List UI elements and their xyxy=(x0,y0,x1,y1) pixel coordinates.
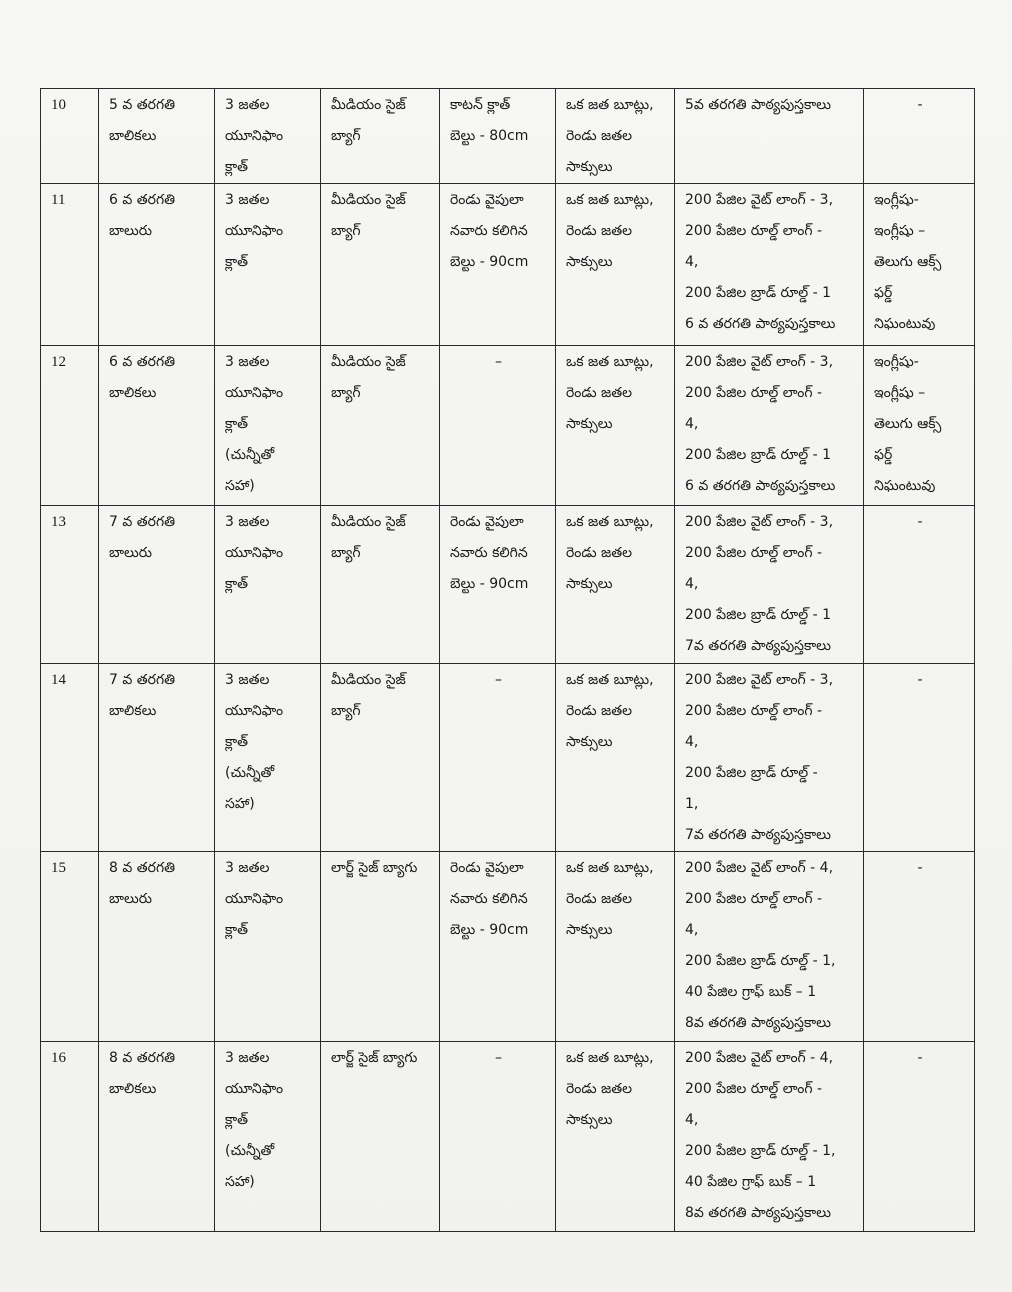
table-row xyxy=(41,852,975,1042)
notebooks-textbooks-line: 4, xyxy=(685,416,699,432)
shoes-socks-line: ఒక జత బూట్లు, xyxy=(566,514,654,530)
belt-line: నవారు కలిగిన xyxy=(450,223,528,239)
class-line: బాలికలు xyxy=(109,128,157,144)
bag-cell xyxy=(321,852,440,1042)
dictionary-line: నిఘంటువు xyxy=(874,478,936,494)
shoes-socks-line: సాక్సులు xyxy=(566,159,613,175)
class-line: బాలికలు xyxy=(109,1081,157,1097)
uniform-line: యూనిఫాం xyxy=(225,128,284,144)
notebooks-textbooks-cell xyxy=(675,664,864,852)
uniform-line: క్లాత్ xyxy=(225,922,249,938)
shoes-socks-line: రెండు జతల xyxy=(566,891,633,907)
belt-line: బెల్టు - 90cm xyxy=(450,254,529,270)
notebooks-textbooks-line: 200 పేజిల రూల్డ్ లాంగ్ - xyxy=(685,891,823,907)
belt-line: నవారు కలిగిన xyxy=(450,545,528,561)
serial-number-cell: 10 xyxy=(41,89,99,184)
bag-cell xyxy=(321,346,440,506)
class-line: 8 వ తరగతి xyxy=(109,1050,176,1066)
dictionary-line: ఫర్డ్ xyxy=(874,447,893,463)
table-body xyxy=(41,89,975,1232)
dictionary-line: ఇంగ్లీషు – xyxy=(874,385,926,401)
notebooks-textbooks-line: 200 పేజిల వైట్ లాంగ్ - 4, xyxy=(685,860,834,876)
notebooks-textbooks-line: 4, xyxy=(685,1112,699,1128)
uniform-line: క్లాత్ xyxy=(225,576,249,592)
notebooks-textbooks-line: 4, xyxy=(685,922,699,938)
notebooks-textbooks-line: 200 పేజిల బ్రాడ్ రూల్డ్ - 1 xyxy=(685,447,831,463)
dictionary-line: - xyxy=(917,97,923,113)
bag-cell xyxy=(321,1042,440,1232)
bag-line: బ్యాగ్ xyxy=(331,703,361,719)
shoes-socks-line: ఒక జత బూట్లు, xyxy=(566,672,654,688)
notebooks-textbooks-line: 200 పేజిల వైట్ లాంగ్ - 3, xyxy=(685,514,834,530)
uniform-line: 3 జతల xyxy=(225,354,270,370)
notebooks-textbooks-line: 200 పేజిల రూల్డ్ లాంగ్ - xyxy=(685,385,823,401)
notebooks-textbooks-cell xyxy=(675,89,864,184)
notebooks-textbooks-line: 200 పేజిల రూల్డ్ లాంగ్ - xyxy=(685,223,823,239)
notebooks-textbooks-line: 5వ తరగతి పాఠ్యపుస్తకాలు xyxy=(685,97,831,113)
uniform-cell xyxy=(215,664,321,852)
serial-number-cell: 14 xyxy=(41,664,99,852)
notebooks-textbooks-line: 200 పేజిల రూల్డ్ లాంగ్ - xyxy=(685,703,823,719)
shoes-socks-line: సాక్సులు xyxy=(566,416,613,432)
notebooks-textbooks-line: 200 పేజిల బ్రాడ్ రూల్డ్ - xyxy=(685,765,818,781)
table-row xyxy=(41,346,975,506)
uniform-line: యూనిఫాం xyxy=(225,545,284,561)
belt-line: – xyxy=(495,354,502,370)
shoes-socks-cell xyxy=(556,184,675,346)
uniform-cell xyxy=(215,1042,321,1232)
dictionary-line: - xyxy=(917,860,923,876)
uniform-line: 3 జతల xyxy=(225,1050,270,1066)
class-cell xyxy=(99,89,215,184)
notebooks-textbooks-line: 200 పేజిల రూల్డ్ లాంగ్ - xyxy=(685,545,823,561)
shoes-socks-cell xyxy=(556,852,675,1042)
notebooks-textbooks-line: 8వ తరగతి పాఠ్యపుస్తకాలు xyxy=(685,1205,831,1221)
serial-number-cell: 13 xyxy=(41,506,99,664)
dictionary-line: ఇంగ్లీషు- xyxy=(874,354,919,370)
bag-cell xyxy=(321,89,440,184)
class-line: 7 వ తరగతి xyxy=(109,672,176,688)
dictionary-cell xyxy=(864,1042,975,1232)
dictionary-line: ఇంగ్లీషు – xyxy=(874,223,926,239)
notebooks-textbooks-line: 200 పేజిల రూల్డ్ లాంగ్ - xyxy=(685,1081,823,1097)
table-row xyxy=(41,664,975,852)
class-line: బాలురు xyxy=(109,891,152,907)
uniform-line: సహా) xyxy=(225,796,255,812)
class-cell xyxy=(99,346,215,506)
shoes-socks-line: సాక్సులు xyxy=(566,576,613,592)
shoes-socks-line: సాక్సులు xyxy=(566,1112,613,1128)
notebooks-textbooks-line: 7వ తరగతి పాఠ్యపుస్తకాలు xyxy=(685,638,831,654)
class-line: బాలురు xyxy=(109,545,152,561)
dictionary-cell xyxy=(864,852,975,1042)
bag-line: బ్యాగ్ xyxy=(331,385,361,401)
bag-line: లార్జ్ సైజ్ బ్యాగు xyxy=(331,1050,418,1066)
uniform-line: 3 జతల xyxy=(225,672,270,688)
belt-cell xyxy=(440,346,556,506)
dictionary-cell xyxy=(864,184,975,346)
dictionary-line: - xyxy=(917,672,923,688)
class-line: 5 వ తరగతి xyxy=(109,97,176,113)
serial-number-cell: 15 xyxy=(41,852,99,1042)
uniform-line: యూనిఫాం xyxy=(225,703,284,719)
uniform-line: (చున్నీతో xyxy=(225,1143,275,1159)
belt-line: – xyxy=(495,672,502,688)
dictionary-line: ఇంగ్లీషు- xyxy=(874,192,919,208)
dictionary-line: నిఘంటువు xyxy=(874,316,936,332)
shoes-socks-line: రెండు జతల xyxy=(566,385,633,401)
belt-line: కాటన్ క్లాత్ xyxy=(450,97,511,113)
shoes-socks-cell xyxy=(556,346,675,506)
belt-cell xyxy=(440,1042,556,1232)
uniform-line: యూనిఫాం xyxy=(225,891,284,907)
shoes-socks-line: రెండు జతల xyxy=(566,128,633,144)
bag-line: మీడియం సైజ్ xyxy=(331,354,406,370)
serial-number-cell: 12 xyxy=(41,346,99,506)
uniform-line: సహా) xyxy=(225,1174,255,1190)
class-cell xyxy=(99,506,215,664)
bag-line: మీడియం సైజ్ xyxy=(331,97,406,113)
shoes-socks-line: సాక్సులు xyxy=(566,734,613,750)
class-line: 6 వ తరగతి xyxy=(109,354,176,370)
belt-cell xyxy=(440,852,556,1042)
notebooks-textbooks-cell xyxy=(675,1042,864,1232)
notebooks-textbooks-line: 6 వ తరగతి పాఠ్యపుస్తకాలు xyxy=(685,478,836,494)
shoes-socks-line: రెండు జతల xyxy=(566,1081,633,1097)
notebooks-textbooks-line: 200 పేజిల వైట్ లాంగ్ - 3, xyxy=(685,672,834,688)
notebooks-textbooks-line: 7వ తరగతి పాఠ్యపుస్తకాలు xyxy=(685,827,831,843)
class-line: బాలికలు xyxy=(109,703,157,719)
belt-cell xyxy=(440,506,556,664)
uniform-line: క్లాత్ xyxy=(225,254,249,270)
notebooks-textbooks-cell xyxy=(675,346,864,506)
uniform-line: క్లాత్ xyxy=(225,1112,249,1128)
notebooks-textbooks-line: 200 పేజిల బ్రాడ్ రూల్డ్ - 1, xyxy=(685,1143,836,1159)
notebooks-textbooks-line: 200 పేజిల బ్రాడ్ రూల్డ్ - 1, xyxy=(685,953,836,969)
belt-line: రెండు వైపులా xyxy=(450,192,524,208)
class-line: బాలికలు xyxy=(109,385,157,401)
class-line: 8 వ తరగతి xyxy=(109,860,176,876)
dictionary-line: - xyxy=(917,514,923,530)
class-cell xyxy=(99,1042,215,1232)
uniform-line: 3 జతల xyxy=(225,192,270,208)
shoes-socks-line: ఒక జత బూట్లు, xyxy=(566,97,654,113)
shoes-socks-cell xyxy=(556,89,675,184)
shoes-socks-line: రెండు జతల xyxy=(566,223,633,239)
uniform-line: క్లాత్ xyxy=(225,734,249,750)
table-row xyxy=(41,506,975,664)
table-row xyxy=(41,1042,975,1232)
notebooks-textbooks-line: 200 పేజిల వైట్ లాంగ్ - 4, xyxy=(685,1050,834,1066)
uniform-line: 3 జతల xyxy=(225,860,270,876)
notebooks-textbooks-cell xyxy=(675,506,864,664)
belt-cell xyxy=(440,89,556,184)
bag-line: బ్యాగ్ xyxy=(331,545,361,561)
uniform-line: యూనిఫాం xyxy=(225,385,284,401)
notebooks-textbooks-line: 6 వ తరగతి పాఠ్యపుస్తకాలు xyxy=(685,316,836,332)
belt-line: – xyxy=(495,1050,502,1066)
table-row xyxy=(41,184,975,346)
shoes-socks-line: రెండు జతల xyxy=(566,545,633,561)
uniform-cell xyxy=(215,852,321,1042)
notebooks-textbooks-line: 4, xyxy=(685,734,699,750)
uniform-line: యూనిఫాం xyxy=(225,223,284,239)
notebooks-textbooks-line: 4, xyxy=(685,576,699,592)
bag-cell xyxy=(321,506,440,664)
uniform-cell xyxy=(215,346,321,506)
shoes-socks-line: ఒక జత బూట్లు, xyxy=(566,354,654,370)
uniform-line: 3 జతల xyxy=(225,97,270,113)
bag-cell xyxy=(321,184,440,346)
belt-line: రెండు వైపులా xyxy=(450,514,524,530)
class-cell xyxy=(99,664,215,852)
uniform-line: క్లాత్ xyxy=(225,416,249,432)
bag-line: మీడియం సైజ్ xyxy=(331,514,406,530)
shoes-socks-line: సాక్సులు xyxy=(566,254,613,270)
uniform-line: (చున్నీతో xyxy=(225,765,275,781)
serial-number-cell: 16 xyxy=(41,1042,99,1232)
notebooks-textbooks-line: 1, xyxy=(685,796,699,812)
belt-line: బెల్టు - 80cm xyxy=(450,128,529,144)
notebooks-textbooks-cell xyxy=(675,852,864,1042)
class-line: 7 వ తరగతి xyxy=(109,514,176,530)
class-line: 6 వ తరగతి xyxy=(109,192,176,208)
shoes-socks-line: ఒక జత బూట్లు, xyxy=(566,1050,654,1066)
uniform-line: యూనిఫాం xyxy=(225,1081,284,1097)
notebooks-textbooks-line: 200 పేజిల బ్రాడ్ రూల్డ్ - 1 xyxy=(685,607,831,623)
uniform-line: (చున్నీతో xyxy=(225,447,275,463)
belt-line: బెల్టు - 90cm xyxy=(450,922,529,938)
dictionary-line: - xyxy=(917,1050,923,1066)
bag-line: బ్యాగ్ xyxy=(331,223,361,239)
shoes-socks-cell xyxy=(556,664,675,852)
uniform-cell xyxy=(215,506,321,664)
table-row xyxy=(41,89,975,184)
notebooks-textbooks-line: 4, xyxy=(685,254,699,270)
uniform-cell xyxy=(215,184,321,346)
dictionary-cell xyxy=(864,346,975,506)
uniform-line: 3 జతల xyxy=(225,514,270,530)
notebooks-textbooks-line: 200 పేజిల వైట్ లాంగ్ - 3, xyxy=(685,354,834,370)
dictionary-line: తెలుగు ఆక్స్ xyxy=(874,416,942,432)
items-distribution-table xyxy=(40,88,975,1232)
shoes-socks-line: ఒక జత బూట్లు, xyxy=(566,860,654,876)
belt-line: నవారు కలిగిన xyxy=(450,891,528,907)
shoes-socks-line: రెండు జతల xyxy=(566,703,633,719)
serial-number-cell: 11 xyxy=(41,184,99,346)
dictionary-cell xyxy=(864,89,975,184)
uniform-cell xyxy=(215,89,321,184)
shoes-socks-line: సాక్సులు xyxy=(566,922,613,938)
uniform-line: క్లాత్ xyxy=(225,159,249,175)
dictionary-line: ఫర్డ్ xyxy=(874,285,893,301)
belt-line: రెండు వైపులా xyxy=(450,860,524,876)
notebooks-textbooks-line: 40 పేజిల గ్రాఫ్ బుక్ – 1 xyxy=(685,984,817,1000)
notebooks-textbooks-line: 8వ తరగతి పాఠ్యపుస్తకాలు xyxy=(685,1015,831,1031)
belt-cell xyxy=(440,184,556,346)
shoes-socks-line: ఒక జత బూట్లు, xyxy=(566,192,654,208)
shoes-socks-cell xyxy=(556,1042,675,1232)
shoes-socks-cell xyxy=(556,506,675,664)
class-cell xyxy=(99,184,215,346)
bag-cell xyxy=(321,664,440,852)
bag-line: మీడియం సైజ్ xyxy=(331,672,406,688)
dictionary-cell xyxy=(864,664,975,852)
bag-line: లార్జ్ సైజ్ బ్యాగు xyxy=(331,860,418,876)
notebooks-textbooks-line: 40 పేజిల గ్రాఫ్ బుక్ – 1 xyxy=(685,1174,817,1190)
belt-cell xyxy=(440,664,556,852)
notebooks-textbooks-line: 200 పేజిల బ్రాడ్ రూల్డ్ - 1 xyxy=(685,285,831,301)
belt-line: బెల్టు - 90cm xyxy=(450,576,529,592)
notebooks-textbooks-line: 200 పేజిల వైట్ లాంగ్ - 3, xyxy=(685,192,834,208)
class-line: బాలురు xyxy=(109,223,152,239)
dictionary-line: తెలుగు ఆక్స్ xyxy=(874,254,942,270)
bag-line: మీడియం సైజ్ xyxy=(331,192,406,208)
bag-line: బ్యాగ్ xyxy=(331,128,361,144)
uniform-line: సహా) xyxy=(225,478,255,494)
notebooks-textbooks-cell xyxy=(675,184,864,346)
class-cell xyxy=(99,852,215,1042)
dictionary-cell xyxy=(864,506,975,664)
